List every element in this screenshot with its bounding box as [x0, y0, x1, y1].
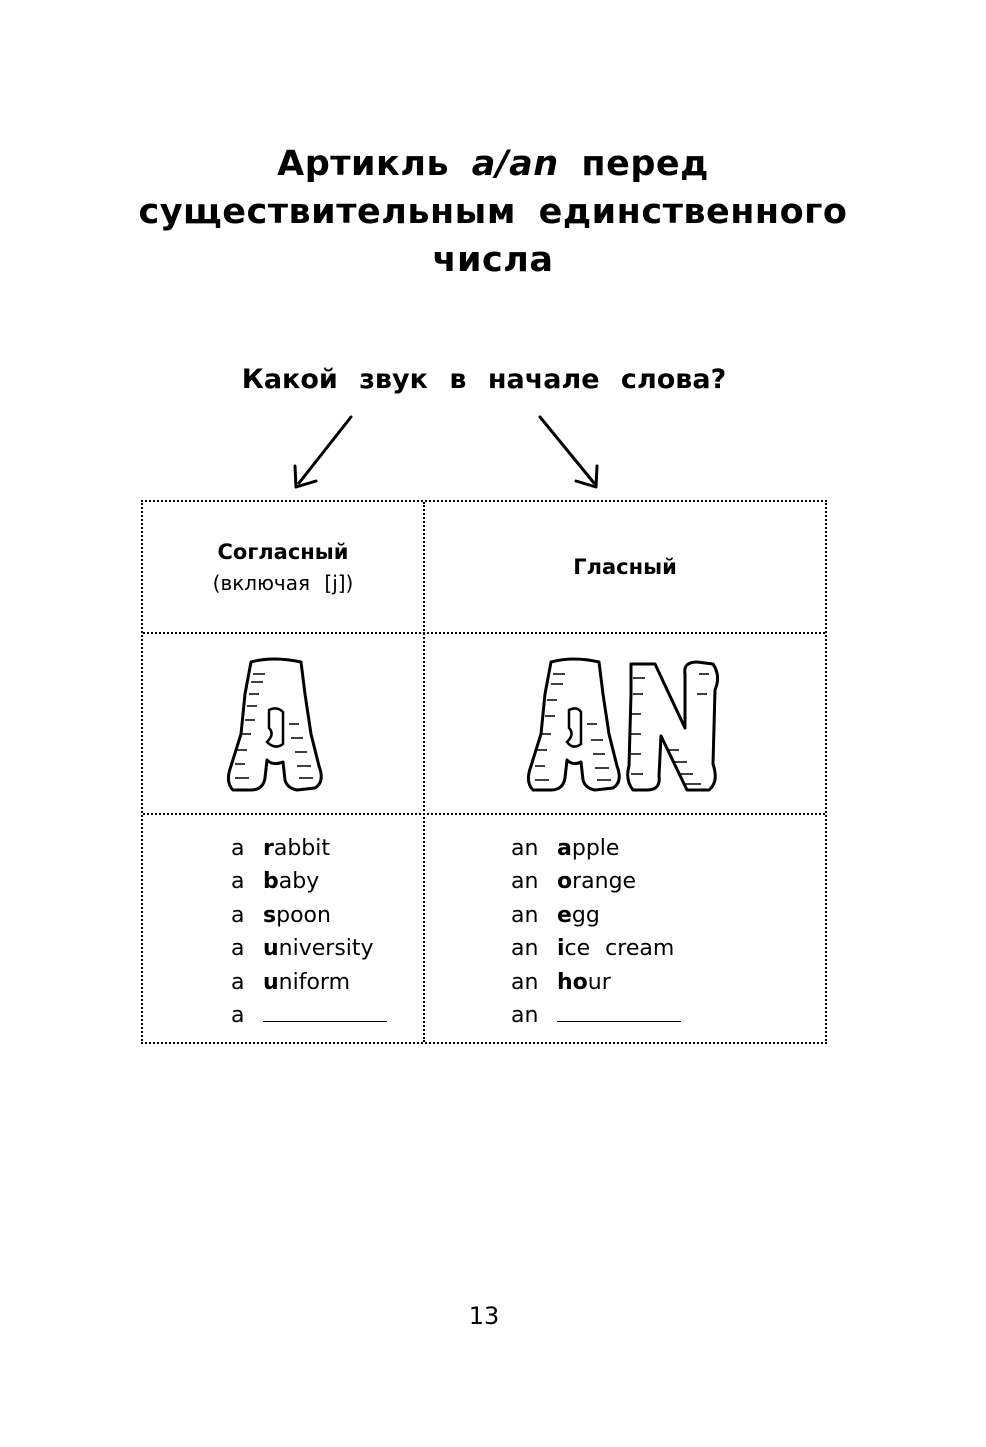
article: an	[511, 936, 539, 962]
word: spoon	[263, 902, 331, 928]
title-line-3: числа	[432, 240, 554, 280]
list-item	[231, 832, 387, 865]
word: hour	[557, 969, 611, 995]
vowel-word-list	[511, 832, 681, 1032]
list-item	[231, 899, 387, 932]
table-row-divider-2	[143, 813, 825, 815]
title-line-2: существительным единственного	[138, 192, 848, 232]
article: a	[231, 969, 245, 995]
list-item	[231, 966, 387, 999]
word: university	[263, 936, 374, 962]
article: an	[511, 869, 539, 895]
list-item	[511, 932, 681, 965]
article: a	[231, 902, 245, 928]
page-number: 13	[468, 1302, 500, 1330]
letter-a-drawing	[223, 654, 343, 794]
article: an	[511, 836, 539, 861]
header-vowel: Гласный	[573, 555, 677, 579]
list-item	[511, 832, 681, 865]
article: a	[231, 869, 245, 895]
consonant-word-list	[231, 832, 387, 1032]
list-item	[511, 966, 681, 999]
list-item	[231, 865, 387, 898]
title-line-1	[0, 140, 986, 188]
list-item-blank	[231, 999, 387, 1032]
word: ice cream	[557, 936, 675, 962]
letter-an-cell	[425, 634, 825, 813]
question-heading: Какой звук в начале слова?	[241, 364, 727, 395]
article: a	[231, 836, 245, 861]
word: uniform	[263, 969, 351, 995]
blank-line	[557, 999, 681, 1022]
list-item	[511, 865, 681, 898]
header-vowel-cell	[425, 502, 825, 632]
blank-line	[263, 999, 387, 1022]
article: a	[231, 1003, 245, 1029]
title-word-1: Артикль	[277, 144, 450, 184]
header-consonant-note: (включая [j])	[212, 571, 354, 595]
word: rabbit	[263, 836, 331, 861]
word: baby	[263, 869, 320, 895]
letter-a-cell	[143, 634, 423, 813]
arrow-down-right-icon	[540, 417, 597, 487]
letter-an-drawing	[523, 654, 727, 794]
title-word-2: перед	[581, 144, 709, 184]
article: a	[231, 936, 245, 962]
page-title	[0, 140, 986, 284]
list-item-blank	[511, 999, 681, 1032]
list-item	[511, 899, 681, 932]
article: an	[511, 969, 539, 995]
article: an	[511, 1003, 539, 1029]
article-table	[141, 500, 827, 1044]
list-item	[231, 932, 387, 965]
word: egg	[557, 902, 600, 928]
arrow-down-left-icon	[295, 417, 351, 487]
header-consonant-cell	[143, 502, 423, 632]
article: an	[511, 902, 539, 928]
word: apple	[557, 836, 620, 861]
title-article-italic: a/an	[471, 144, 559, 184]
word: orange	[557, 869, 637, 895]
header-consonant: Согласный	[217, 540, 349, 564]
